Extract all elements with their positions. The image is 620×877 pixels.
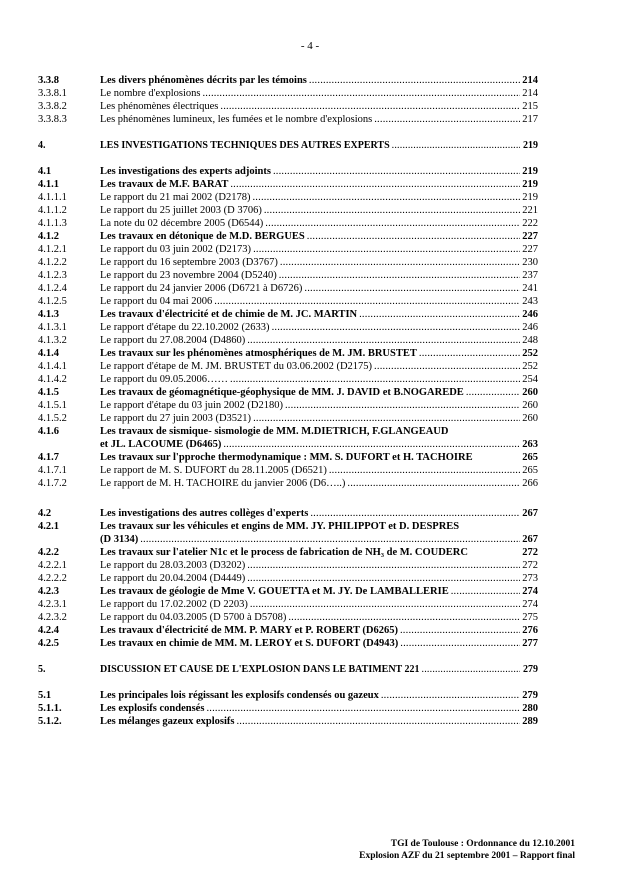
- toc-entry-title: Le rapport du 04.03.2005 (D 5700 à D5708): [100, 612, 287, 623]
- toc-entry-number: 4.1.2.4: [38, 283, 67, 294]
- toc-entry-number: 4.1.1: [38, 179, 59, 190]
- toc-entry-number: 4.1.2.1: [38, 244, 67, 255]
- toc-entry-page: 230: [522, 257, 538, 268]
- toc-entry[interactable]: [38, 74, 538, 87]
- toc-entry[interactable]: [38, 715, 538, 728]
- toc-dot-leader: [381, 689, 520, 702]
- toc-entry-title: Les phénomènes électriques: [100, 101, 219, 112]
- toc-entry-page: 237: [522, 270, 538, 281]
- toc-dot-leader: [264, 204, 520, 217]
- toc-entry[interactable]: [38, 139, 538, 152]
- toc-entry-number: 4.1.1.3: [38, 218, 67, 229]
- toc-entry-title: Les mélanges gazeux explosifs: [100, 716, 235, 727]
- toc-entry-number: 4.1.1.1: [38, 192, 67, 203]
- toc-entry-number: 4.1.2.5: [38, 296, 67, 307]
- toc-entry-number: 4.2.2.1: [38, 560, 67, 571]
- page-number: - 4 -: [300, 40, 320, 52]
- toc-dot-leader: [253, 412, 520, 425]
- toc-entry-title: Le rapport du 25 juillet 2003 (D 3706): [100, 205, 262, 216]
- toc-entry-title: Les travaux de sismique- sismologie de MM. M.DIETRICH, F.GLANGEAUD: [100, 426, 449, 437]
- toc-dot-leader: [304, 282, 520, 295]
- toc-entry-page: 246: [522, 309, 538, 320]
- toc-entry[interactable]: [38, 113, 538, 126]
- toc-dot-leader: [347, 477, 520, 490]
- toc-entry-page: 274: [522, 599, 538, 610]
- toc-entry-number: 4.1.4: [38, 348, 59, 359]
- toc-entry-title: La note du 02 décembre 2005 (D6544): [100, 218, 264, 229]
- toc-dot-leader: [236, 715, 520, 728]
- toc-entry-title: Le nombre d'explosions: [100, 88, 201, 99]
- table-of-contents: [38, 74, 538, 728]
- toc-entry[interactable]: [38, 689, 538, 702]
- toc-entry-title: Le rapport du 23 novembre 2004 (D5240): [100, 270, 277, 281]
- toc-dot-leader: [466, 386, 520, 399]
- toc-entry-title: DISCUSSION ET CAUSE DE L'EXPLOSION DANS LE BATIMENT 221: [100, 664, 420, 675]
- toc-entry[interactable]: [38, 412, 538, 425]
- toc-dot-leader: [279, 269, 520, 282]
- toc-entry[interactable]: [38, 399, 538, 412]
- toc-entry-title: Les divers phénomènes décrits par les témoins: [100, 75, 307, 86]
- toc-entry[interactable]: [38, 321, 538, 334]
- toc-entry[interactable]: [38, 191, 538, 204]
- toc-dot-leader: [247, 572, 520, 585]
- toc-dot-leader: [273, 165, 520, 178]
- toc-entry-number: 5.1.1.: [38, 703, 62, 714]
- toc-dot-leader: [285, 399, 520, 412]
- toc-entry-page: 219: [522, 179, 538, 190]
- toc-dot-leader: [202, 87, 520, 100]
- toc-dot-leader: [392, 139, 520, 152]
- toc-entry-page: 260: [522, 387, 538, 398]
- toc-entry[interactable]: [38, 624, 538, 637]
- toc-entry-title: Le rapport d'étape du 22.10.2002 (2633): [100, 322, 270, 333]
- toc-dot-leader: [310, 507, 520, 520]
- toc-entry-number: 4.1: [38, 166, 52, 177]
- toc-entry-title: Le rapport du 09.05.2006……: [100, 374, 229, 385]
- toc-entry[interactable]: [38, 230, 538, 243]
- toc-dot-leader: [288, 611, 520, 624]
- toc-entry[interactable]: [38, 611, 538, 624]
- toc-entry-page: 227: [522, 231, 538, 242]
- toc-entry-number: 4.2.3: [38, 586, 59, 597]
- toc-entry-title: Le rapport du 21 mai 2002 (D2178): [100, 192, 251, 203]
- toc-entry-number: 4.2.2: [38, 547, 59, 558]
- toc-entry-title: Les travaux sur les véhicules et engins de MM. JY. PHILIPPOT et D. DESPRES: [100, 521, 460, 532]
- footer-line-1: TGI de Toulouse : Ordonnance du 12.10.2001: [390, 839, 575, 849]
- toc-entry[interactable]: [38, 637, 538, 650]
- toc-dot-leader: [307, 230, 520, 243]
- toc-entry-page: 275: [522, 612, 538, 623]
- toc-entry-page: 219: [522, 192, 538, 203]
- toc-entry-title: Le rapport du 03 juin 2002 (D2173): [100, 244, 252, 255]
- toc-entry-title: Les investigations des experts adjoints: [100, 166, 271, 177]
- toc-entry[interactable]: [38, 425, 538, 438]
- toc-entry-page: 246: [522, 322, 538, 333]
- toc-dot-leader: [220, 100, 520, 113]
- toc-entry-page: 260: [522, 413, 538, 424]
- toc-entry-page: 222: [522, 218, 538, 229]
- toc-entry-page: 243: [522, 296, 538, 307]
- toc-entry-number: 4.1.4.2: [38, 374, 67, 385]
- toc-entry-page: 227: [522, 244, 538, 255]
- toc-dot-leader: [247, 559, 520, 572]
- toc-entry[interactable]: [38, 386, 538, 399]
- toc-entry-number: 4.2.3.1: [38, 599, 67, 610]
- toc-entry[interactable]: [38, 451, 538, 464]
- toc-entry-number: 4.2.5: [38, 638, 59, 649]
- toc-entry-page: 266: [522, 478, 538, 489]
- toc-entry[interactable]: [38, 464, 538, 477]
- toc-entry[interactable]: [38, 373, 538, 386]
- toc-entry[interactable]: [38, 243, 538, 256]
- toc-entry-number: 4.1.5.2: [38, 413, 67, 424]
- toc-entry-title: Le rapport du 17.02.2002 (D 2203): [100, 599, 248, 610]
- toc-entry-number: 4.1.7.1: [38, 465, 67, 476]
- toc-entry-title: Les travaux en chimie de MM. M. LEROY et S. DUFORT (D4943): [100, 638, 399, 649]
- toc-entry-number: 5.1.2.: [38, 716, 62, 727]
- toc-entry[interactable]: [38, 360, 538, 373]
- toc-entry-number: 3.3.8.1: [38, 88, 67, 99]
- toc-entry-number: 4.2.3.2: [38, 612, 67, 623]
- toc-dot-leader: [280, 256, 520, 269]
- toc-dot-leader: [252, 191, 520, 204]
- toc-entry-title: et JL. LACOUME (D6465): [100, 439, 222, 450]
- toc-entry-number: 5.: [38, 664, 46, 675]
- toc-dot-leader: [374, 360, 520, 373]
- toc-entry-number: 4.1.1.2: [38, 205, 67, 216]
- toc-entry-title: Le rapport du 16 septembre 2003 (D3767): [100, 257, 278, 268]
- toc-entry-number: 4.1.7.2: [38, 478, 67, 489]
- toc-entry-number: 4.1.3: [38, 309, 59, 320]
- toc-dot-leader: [140, 533, 520, 546]
- toc-entry-title: Les travaux sur l'atelier N1c et le process de fabrication de NH₃ de M. COUDERC: [100, 547, 468, 558]
- toc-entry-number: 4.1.2: [38, 231, 59, 242]
- toc-dot-leader: [451, 585, 520, 598]
- toc-entry[interactable]: [38, 572, 538, 585]
- toc-entry-number: 4.: [38, 140, 46, 151]
- toc-dot-leader: [419, 347, 520, 360]
- toc-entry-title: Les travaux sur l'pproche thermodynamique : MM. S. DUFORT et H. TACHOIRE: [100, 452, 473, 463]
- toc-entry[interactable]: [38, 533, 538, 546]
- toc-entry-page: 289: [522, 716, 538, 727]
- toc-entry[interactable]: [38, 204, 538, 217]
- toc-entry-number: 4.1.6: [38, 426, 59, 437]
- toc-entry[interactable]: [38, 438, 538, 451]
- toc-entry-page: 276: [522, 625, 538, 636]
- toc-entry-page: 217: [522, 114, 538, 125]
- toc-entry-page: 263: [522, 439, 538, 450]
- toc-dot-leader: [230, 178, 520, 191]
- footer-line-2: Explosion AZF du 21 septembre 2001 – Rapport final: [359, 851, 575, 861]
- toc-entry[interactable]: [38, 546, 538, 559]
- toc-entry[interactable]: [38, 702, 538, 715]
- toc-entry-page: 252: [522, 348, 538, 359]
- toc-entry[interactable]: [38, 347, 538, 360]
- toc-entry-page: 277: [522, 638, 538, 649]
- toc-entry-title: Les travaux sur les phénomènes atmosphériques de M. JM. BRUSTET: [100, 348, 417, 359]
- toc-entry-title: Le rapport de M. H. TACHOIRE du janvier 2006 (D6…..): [100, 478, 346, 489]
- toc-entry-page: 273: [522, 573, 538, 584]
- toc-entry-page: 279: [523, 664, 538, 675]
- toc-entry-page: 272: [522, 547, 538, 558]
- toc-entry[interactable]: [38, 598, 538, 611]
- toc-entry-title: Les travaux d'électricité et de chimie de M. JC. MARTIN: [100, 309, 358, 320]
- toc-entry-number: 4.1.3.1: [38, 322, 67, 333]
- toc-entry-number: 4.2.2.2: [38, 573, 67, 584]
- toc-entry-title: Le rapport du 04 mai 2006: [100, 296, 213, 307]
- toc-entry-number: 4.1.3.2: [38, 335, 67, 346]
- toc-entry[interactable]: [38, 507, 538, 520]
- toc-entry-title: Les travaux de géomagnétique-géophysique de MM. J. DAVID et B.NOGAREDE: [100, 387, 464, 398]
- toc-entry-title: Les explosifs condensés: [100, 703, 205, 714]
- toc-dot-leader: [272, 321, 520, 334]
- toc-dot-leader: [422, 663, 520, 676]
- toc-entry-page: 214: [522, 88, 538, 99]
- toc-entry-page: 215: [522, 101, 538, 112]
- toc-entry-title: Les phénomènes lumineux, les fumées et le nombre d'explosions: [100, 114, 373, 125]
- toc-entry-number: 3.3.8: [38, 75, 59, 86]
- toc-entry-title: Le rapport du 27.08.2004 (D4860): [100, 335, 246, 346]
- toc-entry-number: 4.1.2.3: [38, 270, 67, 281]
- toc-entry-number: 4.1.4.1: [38, 361, 67, 372]
- toc-entry-title: Les travaux de M.F. BARAT: [100, 179, 229, 190]
- toc-entry-number: 4.2.4: [38, 625, 59, 636]
- toc-entry[interactable]: [38, 520, 538, 533]
- toc-entry[interactable]: [38, 308, 538, 321]
- toc-entry[interactable]: [38, 87, 538, 100]
- toc-dot-leader: [247, 334, 520, 347]
- toc-entry-page: 219: [522, 166, 538, 177]
- toc-entry-title: (D 3134): [100, 534, 139, 545]
- toc-entry-number: 4.1.2.2: [38, 257, 67, 268]
- toc-entry-number: 4.1.7: [38, 452, 59, 463]
- toc-entry-title: Les travaux d'électricité de MM. P. MARY et P. ROBERT (D6265): [100, 625, 398, 636]
- toc-entry-page: 248: [522, 335, 538, 346]
- toc-dot-leader: [230, 373, 520, 386]
- toc-entry-number: 4.2.1: [38, 521, 59, 532]
- toc-entry-title: Le rapport du 20.04.2004 (D4449): [100, 573, 246, 584]
- toc-dot-leader: [253, 243, 520, 256]
- toc-entry-title: Le rapport du 27 juin 2003 (D3521): [100, 413, 252, 424]
- toc-entry[interactable]: [38, 559, 538, 572]
- toc-entry-title: Le rapport du 24 janvier 2006 (D6721 à D6726): [100, 283, 303, 294]
- toc-entry[interactable]: [38, 585, 538, 598]
- toc-dot-leader: [223, 438, 520, 451]
- toc-entry-number: 5.1: [38, 690, 52, 701]
- toc-entry-number: 4.1.5: [38, 387, 59, 398]
- toc-dot-leader: [400, 624, 520, 637]
- toc-entry-page: 265: [522, 452, 538, 463]
- toc-entry[interactable]: [38, 165, 538, 178]
- toc-entry-page: 272: [522, 560, 538, 571]
- toc-entry-page: 214: [522, 75, 538, 86]
- toc-entry-title: Le rapport d'étape de M. JM. BRUSTET du 03.06.2002 (D2175): [100, 361, 373, 372]
- toc-entry-title: Le rapport de M. S. DUFORT du 28.11.2005 (D6521): [100, 465, 327, 476]
- toc-entry[interactable]: [38, 334, 538, 347]
- toc-dot-leader: [359, 308, 520, 321]
- toc-dot-leader: [250, 598, 520, 611]
- toc-entry-page: 260: [522, 400, 538, 411]
- toc-dot-leader: [265, 217, 520, 230]
- page-footer: [359, 838, 575, 862]
- toc-entry-page: 274: [522, 586, 538, 597]
- toc-entry[interactable]: [38, 269, 538, 282]
- toc-entry-number: 3.3.8.2: [38, 101, 67, 112]
- toc-entry-page: 267: [522, 508, 538, 519]
- toc-entry[interactable]: [38, 282, 538, 295]
- toc-entry-title: Les travaux en détonique de M.D. BERGUES: [100, 231, 305, 242]
- toc-dot-leader: [329, 464, 520, 477]
- toc-entry-page: 280: [522, 703, 538, 714]
- toc-entry-page: 221: [522, 205, 538, 216]
- toc-entry-number: 4.2: [38, 508, 52, 519]
- toc-entry[interactable]: [38, 295, 538, 308]
- toc-entry[interactable]: [38, 663, 538, 676]
- toc-entry[interactable]: [38, 256, 538, 269]
- toc-entry-title: Les investigations des autres collèges d'experts: [100, 508, 309, 519]
- toc-dot-leader: [400, 637, 520, 650]
- toc-entry-page: 219: [523, 140, 538, 151]
- toc-dot-leader: [214, 295, 520, 308]
- toc-entry-page: 254: [522, 374, 538, 385]
- toc-entry-page: 267: [522, 534, 538, 545]
- toc-entry-number: 4.1.5.1: [38, 400, 67, 411]
- toc-entry-title: Les travaux de géologie de Mme V. GOUETTA et M. JY. De LAMBALLERIE: [100, 586, 449, 597]
- toc-dot-leader: [206, 702, 520, 715]
- toc-entry-page: 279: [522, 690, 538, 701]
- toc-entry-page: 252: [522, 361, 538, 372]
- toc-dot-leader: [374, 113, 520, 126]
- toc-entry[interactable]: [38, 178, 538, 191]
- toc-entry-title: Les principales lois régissant les explosifs condensés ou gazeux: [100, 690, 379, 701]
- toc-entry[interactable]: [38, 217, 538, 230]
- toc-entry-number: 3.3.8.3: [38, 114, 67, 125]
- toc-entry-page: 265: [522, 465, 538, 476]
- toc-entry[interactable]: [38, 100, 538, 113]
- toc-entry-title: Le rapport du 28.03.2003 (D3202): [100, 560, 246, 571]
- toc-entry-title: Le rapport d'étape du 03 juin 2002 (D2180): [100, 400, 283, 411]
- toc-dot-leader: [309, 74, 520, 87]
- toc-entry-title: LES INVESTIGATIONS TECHNIQUES DES AUTRES EXPERTS: [100, 140, 390, 151]
- toc-entry[interactable]: [38, 477, 538, 490]
- toc-entry-page: 241: [522, 283, 538, 294]
